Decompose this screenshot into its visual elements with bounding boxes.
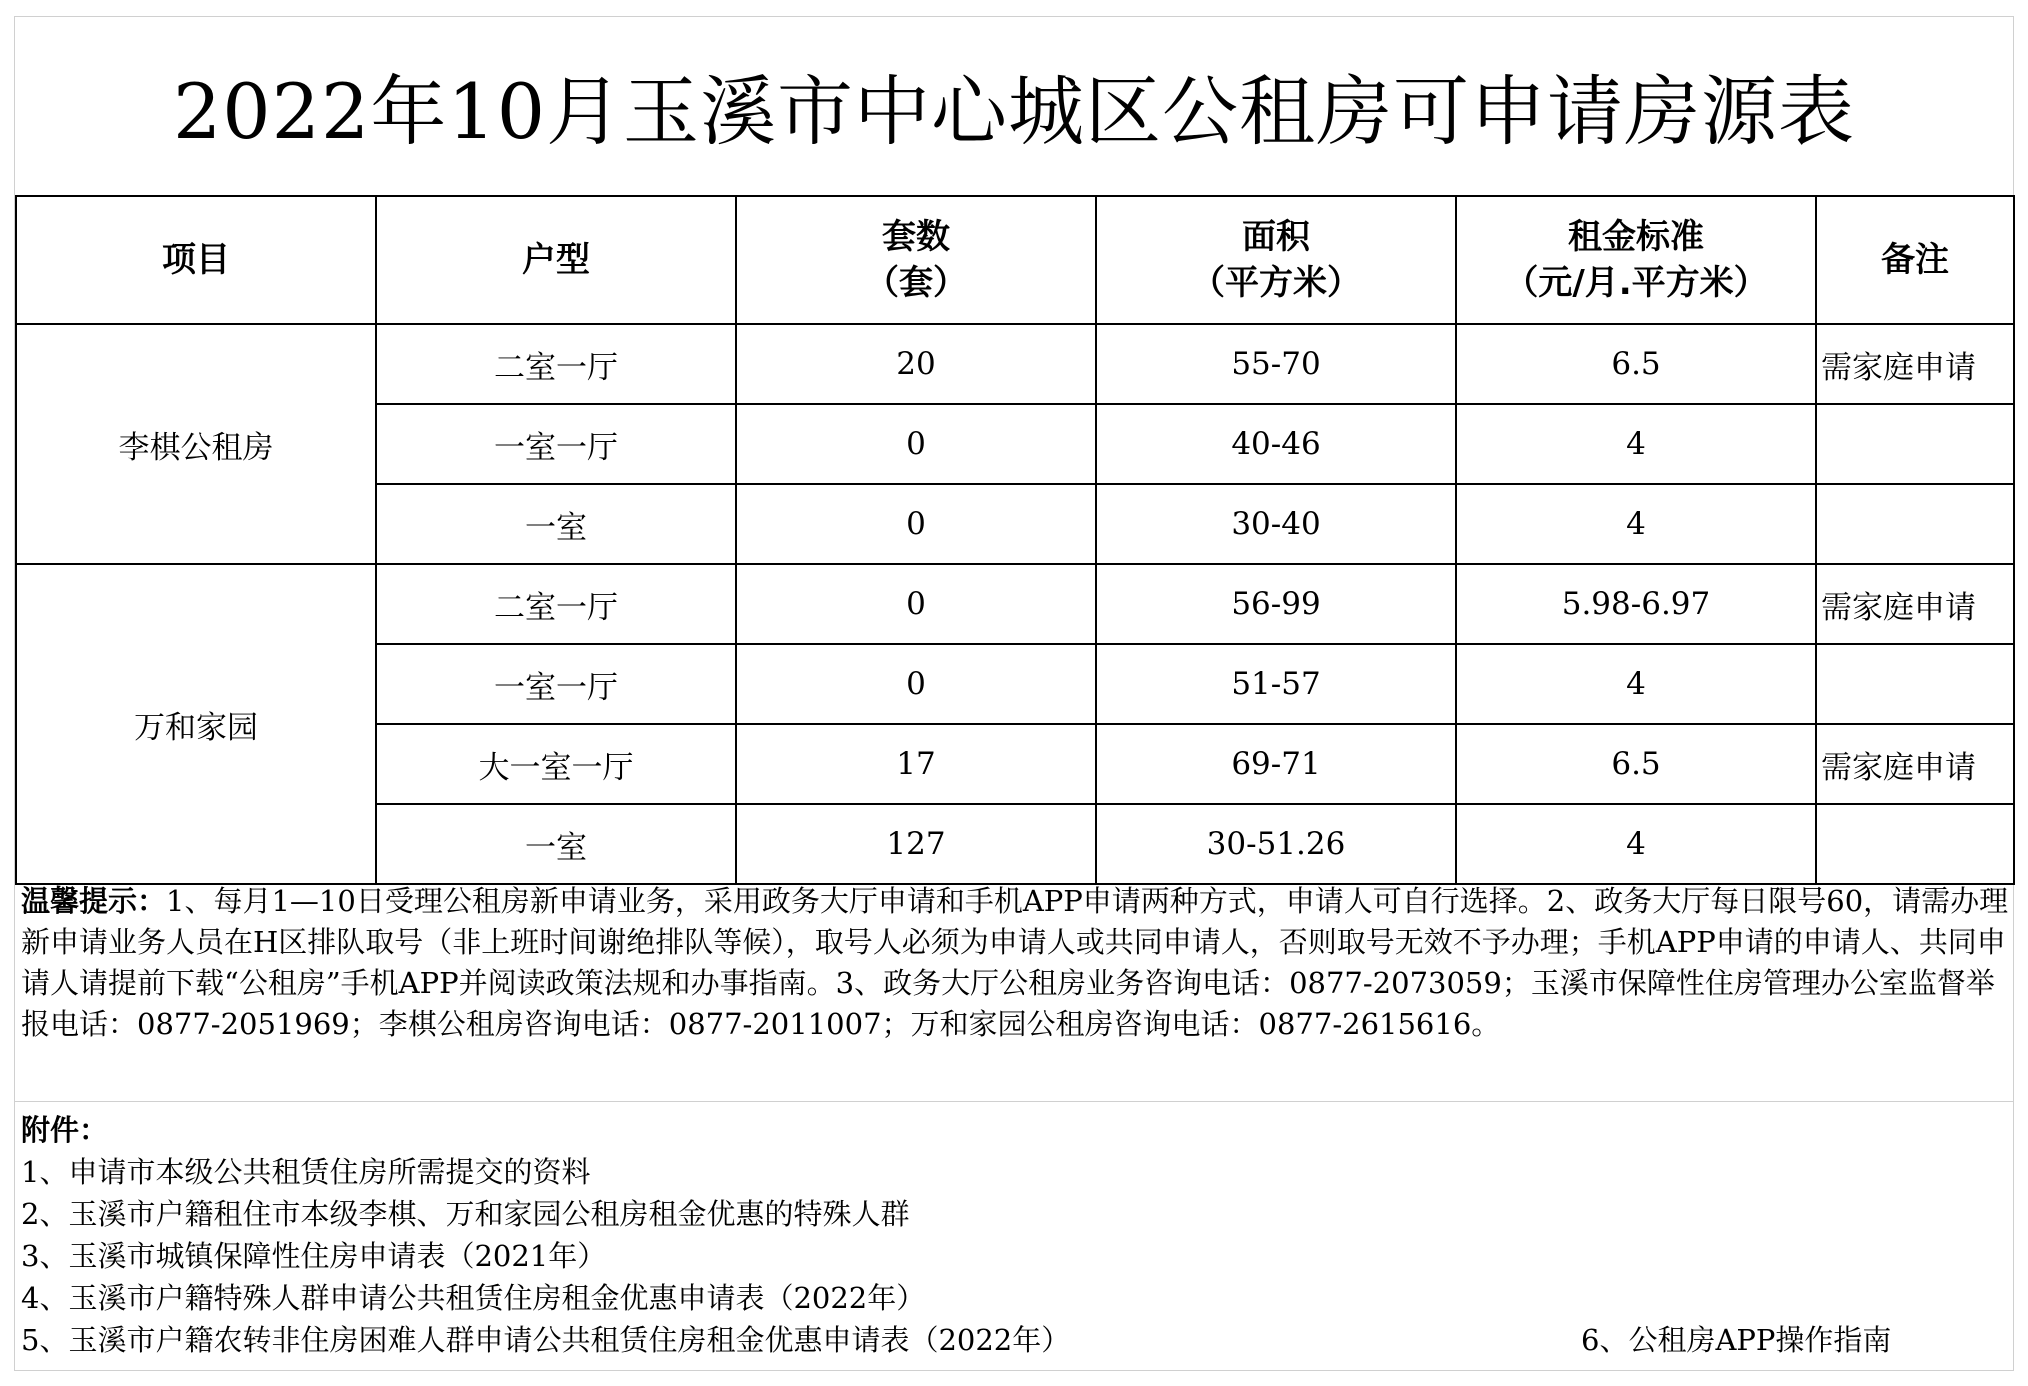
unit-area: 55-70 — [1096, 324, 1456, 404]
attachments-section — [21, 1109, 2011, 1361]
table-row — [16, 564, 2014, 644]
unit-count: 0 — [736, 644, 1096, 724]
attachment-item[interactable]: 4、玉溪市户籍特殊人群申请公共租赁住房租金优惠申请表（2022年） — [21, 1281, 926, 1315]
attachment-item[interactable]: 3、玉溪市城镇保障性住房申请表（2021年） — [21, 1239, 607, 1273]
reminder-label: 温馨提示： — [21, 884, 167, 918]
unit-area: 56-99 — [1096, 564, 1456, 644]
unit-note — [1816, 484, 2014, 564]
unit-note — [1816, 404, 2014, 484]
unit-rent: 4 — [1456, 644, 1816, 724]
document-page — [14, 16, 2014, 1371]
unit-rent: 6.5 — [1456, 724, 1816, 804]
page-title: 2022年10月玉溪市中心城区公租房可申请房源表 — [172, 66, 1856, 156]
unit-type: 大一室一厅 — [376, 724, 736, 804]
unit-area: 40-46 — [1096, 404, 1456, 484]
header-area: 面积 （平方米） — [1096, 196, 1456, 324]
header-project: 项目 — [16, 196, 376, 324]
unit-count: 17 — [736, 724, 1096, 804]
unit-area: 30-51.26 — [1096, 804, 1456, 884]
attachments-heading: 附件： — [21, 1113, 109, 1147]
unit-count: 0 — [736, 404, 1096, 484]
unit-count: 0 — [736, 564, 1096, 644]
reminder-notes — [21, 881, 2011, 1045]
attachment-item[interactable]: 1、申请市本级公共租赁住房所需提交的资料 — [21, 1155, 591, 1189]
unit-count: 0 — [736, 484, 1096, 564]
unit-area: 69-71 — [1096, 724, 1456, 804]
attachment-item-app-guide[interactable]: 6、公租房APP操作指南 — [1581, 1323, 1892, 1357]
unit-note: 需家庭申请 — [1816, 564, 2014, 644]
unit-note — [1816, 644, 2014, 724]
unit-type: 一室一厅 — [376, 644, 736, 724]
unit-rent: 4 — [1456, 404, 1816, 484]
reminder-text: 1、每月1—10日受理公租房新申请业务，采用政务大厅申请和手机APP申请两种方式，申请人可自行选择。2、政务大厅每日限号60，请需办理新申请业务人员在H区排队取号（非上班时间谢绝排队等候），取号人必须为申请人或共同申请人，否则取号无效不予办理；手机APP申请的申请人、共同申请人请提前下载“公租房”手机APP并阅读政策法规和办事指南。3、政务大厅公租房业务咨询电话：0877-2073059；玉溪市保障性住房管理办公室监督举报电话：0877-2051969；李棋公租房咨询电话：0877-2011007；万和家园公租房咨询电话：0877-2615616。 — [21, 884, 2009, 1041]
unit-type: 二室一厅 — [376, 324, 736, 404]
project-name: 万和家园 — [16, 564, 376, 884]
unit-type: 一室 — [376, 484, 736, 564]
header-type: 户型 — [376, 196, 736, 324]
unit-count: 127 — [736, 804, 1096, 884]
table-row — [16, 324, 2014, 404]
unit-type: 一室 — [376, 804, 736, 884]
unit-area: 51-57 — [1096, 644, 1456, 724]
attachment-row-last — [21, 1319, 2011, 1361]
unit-area: 30-40 — [1096, 484, 1456, 564]
unit-rent: 4 — [1456, 804, 1816, 884]
unit-rent: 6.5 — [1456, 324, 1816, 404]
unit-count: 20 — [736, 324, 1096, 404]
attachment-item[interactable]: 5、玉溪市户籍农转非住房困难人群申请公共租赁住房租金优惠申请表（2022年） — [21, 1323, 1071, 1357]
unit-rent: 5.98-6.97 — [1456, 564, 1816, 644]
header-note: 备注 — [1816, 196, 2014, 324]
attachment-item[interactable]: 2、玉溪市户籍租住市本级李棋、万和家园公租房租金优惠的特殊人群 — [21, 1197, 910, 1231]
divider — [15, 1101, 2013, 1102]
header-rent: 租金标准 （元/月.平方米） — [1456, 196, 1816, 324]
housing-table — [15, 195, 2015, 885]
unit-note: 需家庭申请 — [1816, 324, 2014, 404]
unit-type: 一室一厅 — [376, 404, 736, 484]
title-area — [15, 17, 2013, 193]
header-count: 套数 （套） — [736, 196, 1096, 324]
unit-note — [1816, 804, 2014, 884]
unit-rent: 4 — [1456, 484, 1816, 564]
unit-note: 需家庭申请 — [1816, 724, 2014, 804]
table-header-row — [16, 196, 2014, 324]
project-name: 李棋公租房 — [16, 324, 376, 564]
unit-type: 二室一厅 — [376, 564, 736, 644]
